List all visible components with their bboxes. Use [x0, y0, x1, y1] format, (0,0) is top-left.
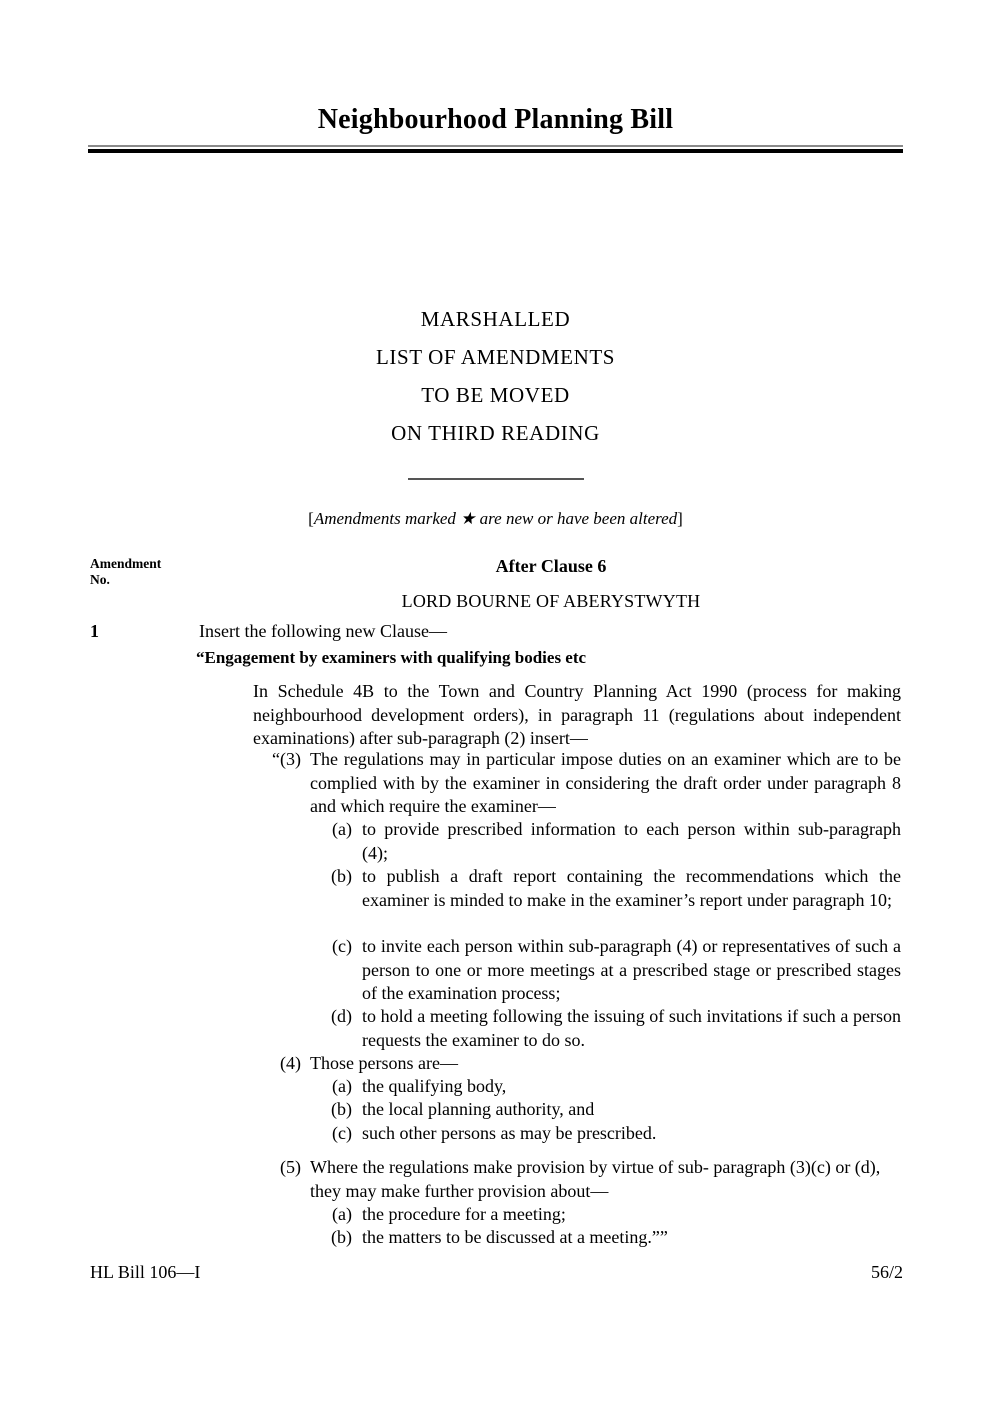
- subparagraph-3-item-b-text: to publish a draft report containing the recommendations which the examiner is minded to make in the examiner’s report under paragraph 10;: [362, 866, 901, 910]
- subparagraph-3-text: The regulations may in particular impose duties on an examiner which are to be complied with by the examiner in considering the draft order under paragraph 8 and which require the examiner—: [310, 749, 901, 816]
- section-divider-rule: [88, 470, 903, 488]
- star-note-text: Amendments marked ★ are new or have been altered: [313, 509, 678, 528]
- subparagraph-5-marker: (5): [280, 1157, 301, 1177]
- heading-line-1: MARSHALLED: [420, 307, 571, 331]
- subparagraph-5-item-a-marker: (a): [332, 1204, 352, 1224]
- heading-line-2: LIST OF AMENDMENTS: [375, 345, 616, 369]
- title-double-rule: [88, 145, 903, 153]
- subparagraph-4-item-a-text: the qualifying body,: [362, 1076, 507, 1096]
- amendment-number: 1: [90, 621, 99, 641]
- footer-page-number: 56/2: [870, 1262, 903, 1282]
- subparagraph-3-item-c-marker: (c): [332, 936, 352, 956]
- subparagraph-5-text: Where the regulations make provision by virtue of sub- paragraph (3)(c) or (d), they may make further provision about—: [310, 1157, 881, 1201]
- sponsor-name: LORD BOURNE OF ABERYSTWYTH: [401, 591, 701, 611]
- subparagraph-5: [259, 1156, 901, 1203]
- subparagraph-4-item-c-marker: (c): [332, 1123, 352, 1143]
- amendment-instruction: Insert the following new Clause—: [199, 621, 447, 641]
- amendment-no-label-line1: Amendment: [90, 556, 162, 571]
- subparagraph-4-text: Those persons are—: [310, 1053, 458, 1073]
- subparagraph-4-item-c-text: such other persons as may be prescribed.: [362, 1123, 657, 1143]
- subparagraph-4-item-a: [320, 1075, 901, 1099]
- section-heading: After Clause 6: [495, 556, 607, 576]
- subparagraph-3-item-d: [320, 1005, 901, 1052]
- subparagraph-3-item-c: [320, 935, 901, 1006]
- star-note-open-bracket: [: [308, 509, 314, 528]
- subparagraph-3-item-a-marker: (a): [332, 819, 352, 839]
- subparagraph-4-item-a-marker: (a): [332, 1076, 352, 1096]
- subparagraph-5-item-b-text: the matters to be discussed at a meeting.””: [362, 1227, 668, 1247]
- star-note-close-bracket: ]: [677, 509, 683, 528]
- subparagraph-4-item-c: [320, 1122, 901, 1146]
- footer-bill-number: HL Bill 106—I: [90, 1262, 201, 1282]
- subparagraph-3-item-a: [320, 818, 901, 865]
- lead-paragraph: In Schedule 4B to the Town and Country Planning Act 1990 (process for making neighbourhood development orders), in paragraph 11 (regulations about independent examinations) after sub-paragraph (2) insert—: [253, 681, 901, 748]
- amendment-no-label: [90, 556, 210, 588]
- subparagraph-4: [259, 1052, 901, 1076]
- heading-line-3: TO BE MOVED: [421, 383, 570, 407]
- subparagraph-5-item-b: [320, 1226, 901, 1250]
- subparagraph-3-item-b-marker: (b): [331, 866, 352, 886]
- subparagraph-5-item-a-text: the procedure for a meeting;: [362, 1204, 566, 1224]
- new-clause-heading: “Engagement by examiners with qualifying bodies etc: [196, 648, 587, 667]
- heading-line-4: ON THIRD READING: [391, 421, 600, 445]
- subparagraph-3-item-a-text: to provide prescribed information to each person within sub-paragraph (4);: [362, 819, 901, 863]
- subparagraph-5-item-b-marker: (b): [331, 1227, 352, 1247]
- subparagraph-3-item-b: [320, 865, 901, 912]
- subparagraph-3: [259, 748, 901, 819]
- title-rule-thick: [88, 149, 903, 153]
- subparagraph-4-item-b-marker: (b): [331, 1099, 352, 1119]
- marshalled-heading-block: [88, 300, 903, 452]
- subparagraph-4-item-b: [320, 1098, 901, 1122]
- subparagraph-3-item-d-marker: (d): [331, 1006, 352, 1026]
- subparagraph-3-item-c-text: to invite each person within sub-paragraph (4) or representatives of such a person to one or more meetings at a prescribed stage or prescribed stages of the examination process;: [362, 936, 901, 1003]
- subparagraph-3-item-d-text: to hold a meeting following the issuing of such invitations if such a person requests the examiner to do so.: [362, 1006, 901, 1050]
- subparagraph-4-marker: (4): [280, 1053, 301, 1073]
- star-note: [88, 509, 903, 529]
- amendment-no-label-line2: No.: [90, 572, 110, 587]
- subparagraph-4-item-b-text: the local planning authority, and: [362, 1099, 595, 1119]
- page-title: Neighbourhood Planning Bill: [317, 104, 674, 135]
- subparagraph-3-marker: “(3): [272, 749, 301, 769]
- subparagraph-5-item-a: [320, 1203, 901, 1227]
